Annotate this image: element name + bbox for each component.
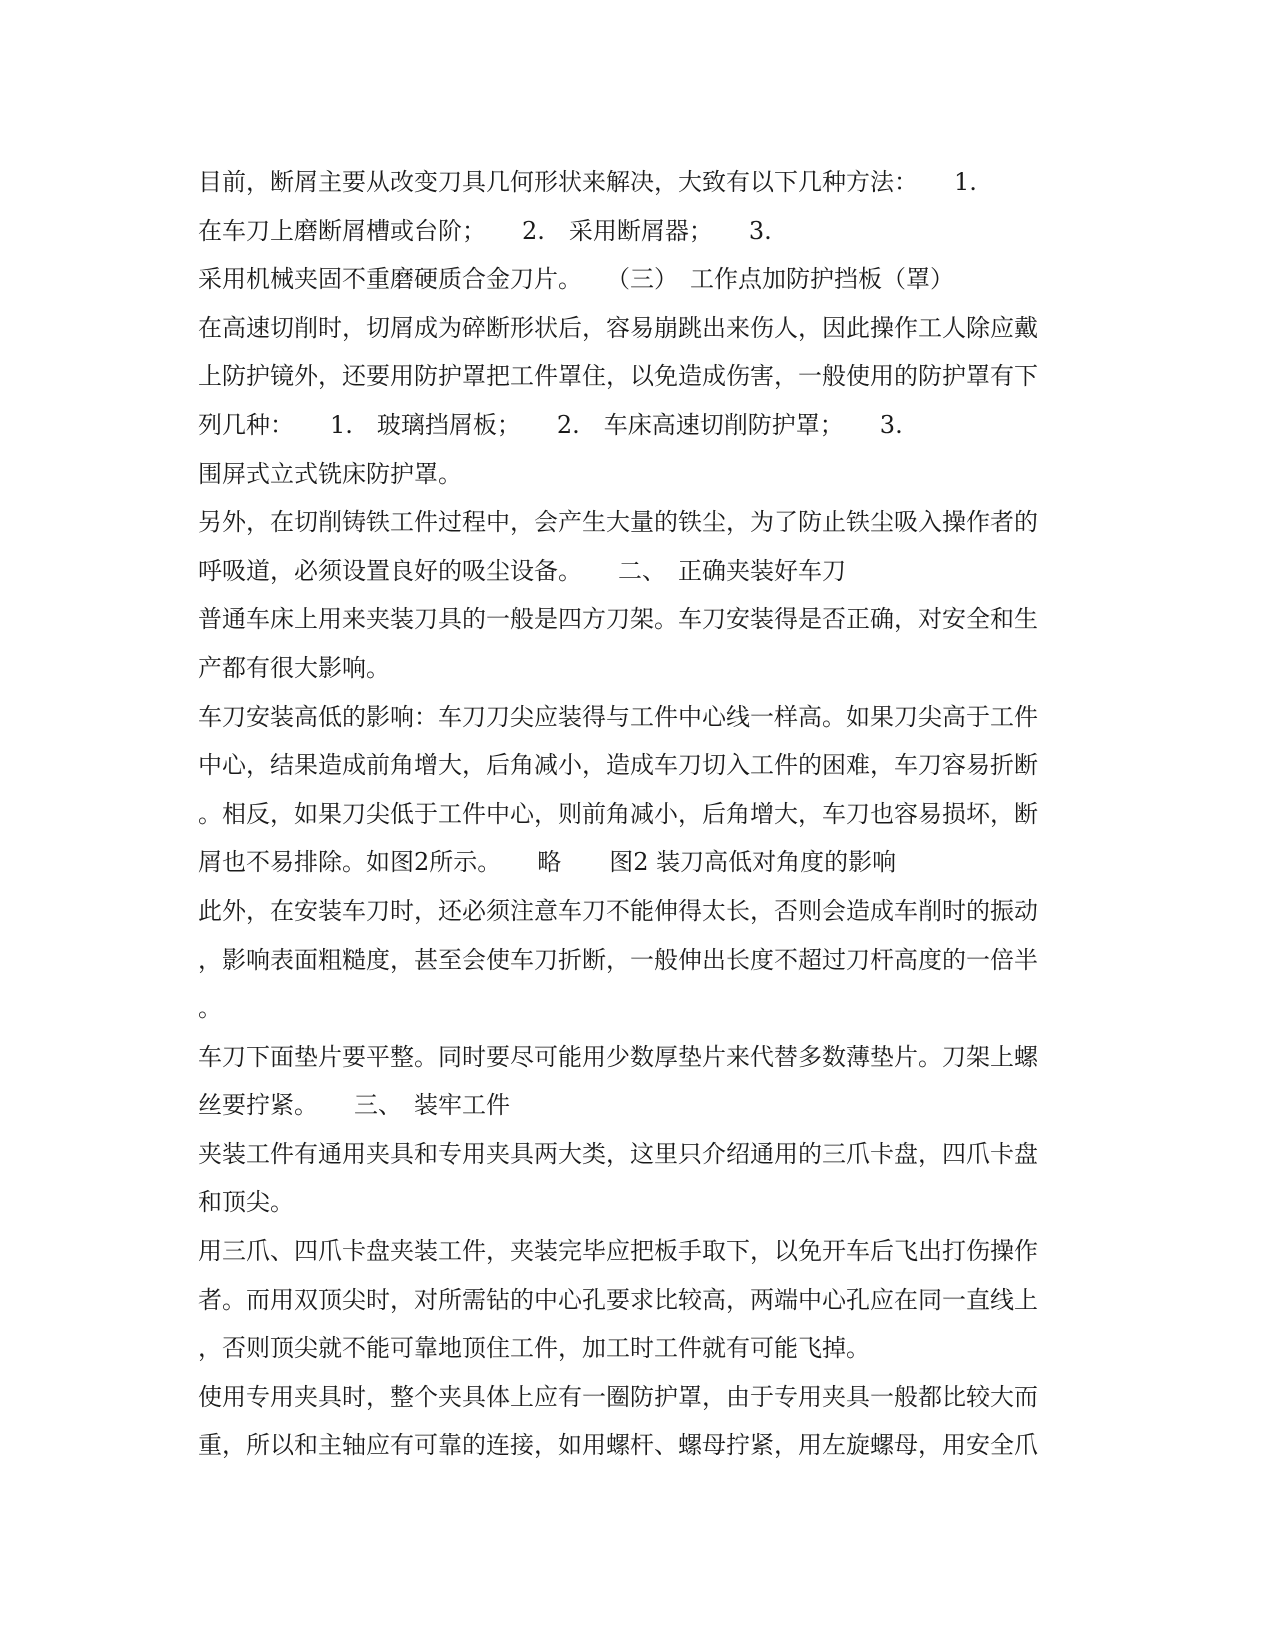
text-line: 丝要拧紧。 三、 装牢工件	[198, 1091, 510, 1120]
text-line: 呼吸道，必须设置良好的吸尘设备。 二、 正确夹装好车刀	[198, 556, 846, 585]
text-line: 另外，在切削铸铁工件过程中，会产生大量的铁尘，为了防止铁尘吸入操作者的	[198, 508, 1038, 537]
text-line: 采用机械夹固不重磨硬质合金刀片。 （三） 工作点加防护挡板（罩）	[198, 265, 954, 294]
text-line: 目前，断屑主要从改变刀具几何形状来解决，大致有以下几种方法： 1.	[198, 168, 977, 196]
text-line: 上防护镜外，还要用防护罩把工件罩住，以免造成伤害，一般使用的防护罩有下	[198, 362, 1038, 391]
text-line: 车刀下面垫片要平整。同时要尽可能用少数厚垫片来代替多数薄垫片。刀架上螺	[198, 1042, 1038, 1071]
text-line: ，影响表面粗糙度，甚至会使车刀折断，一般伸出长度不超过刀杆高度的一倍半	[198, 945, 1038, 974]
text-line: 。相反，如果刀尖低于工件中心，则前角减小，后角增大，车刀也容易损坏，断	[198, 799, 1038, 828]
text-line: ，否则顶尖就不能可靠地顶住工件，加工时工件就有可能飞掉。	[198, 1334, 870, 1363]
text-line: 中心，结果造成前角增大，后角减小，造成车刀切入工件的困难，车刀容易折断	[198, 751, 1038, 780]
text-line: 和顶尖。	[198, 1188, 294, 1217]
text-line: 产都有很大影响。	[198, 653, 390, 682]
text-line: 。	[198, 994, 222, 1023]
text-line: 重，所以和主轴应有可靠的连接，如用螺杆、螺母拧紧，用左旋螺母，用安全爪	[198, 1431, 1038, 1460]
document-body	[198, 158, 1078, 1470]
text-line: 屑也不易排除。如图2所示。 略 图2 装刀高低对角度的影响	[198, 848, 897, 877]
text-line: 用三爪、四爪卡盘夹装工件，夹装完毕应把板手取下，以免开车后飞出打伤操作	[198, 1237, 1038, 1266]
text-line: 此外，在安装车刀时，还必须注意车刀不能伸得太长，否则会造成车削时的振动	[198, 896, 1038, 925]
text-line: 夹装工件有通用夹具和专用夹具两大类，这里只介绍通用的三爪卡盘，四爪卡盘	[198, 1139, 1038, 1168]
text-line: 普通车床上用来夹装刀具的一般是四方刀架。车刀安装得是否正确，对安全和生	[198, 605, 1038, 634]
text-line: 在高速切削时，切屑成为碎断形状后，容易崩跳出来伤人，因此操作工人除应戴	[198, 313, 1038, 342]
text-line: 列几种： 1. 玻璃挡屑板； 2. 车床高速切削防护罩； 3.	[198, 410, 903, 439]
text-line: 在车刀上磨断屑槽或台阶； 2. 采用断屑器； 3.	[198, 216, 772, 245]
text-line: 者。而用双顶尖时，对所需钻的中心孔要求比较高，两端中心孔应在同一直线上	[198, 1285, 1038, 1314]
text-line: 围屏式立式铣床防护罩。	[198, 459, 462, 488]
text-line: 车刀安装高低的影响：车刀刀尖应装得与工件中心线一样高。如果刀尖高于工件	[198, 702, 1038, 731]
text-line: 使用专用夹具时，整个夹具体上应有一圈防护罩，由于专用夹具一般都比较大而	[198, 1382, 1038, 1411]
